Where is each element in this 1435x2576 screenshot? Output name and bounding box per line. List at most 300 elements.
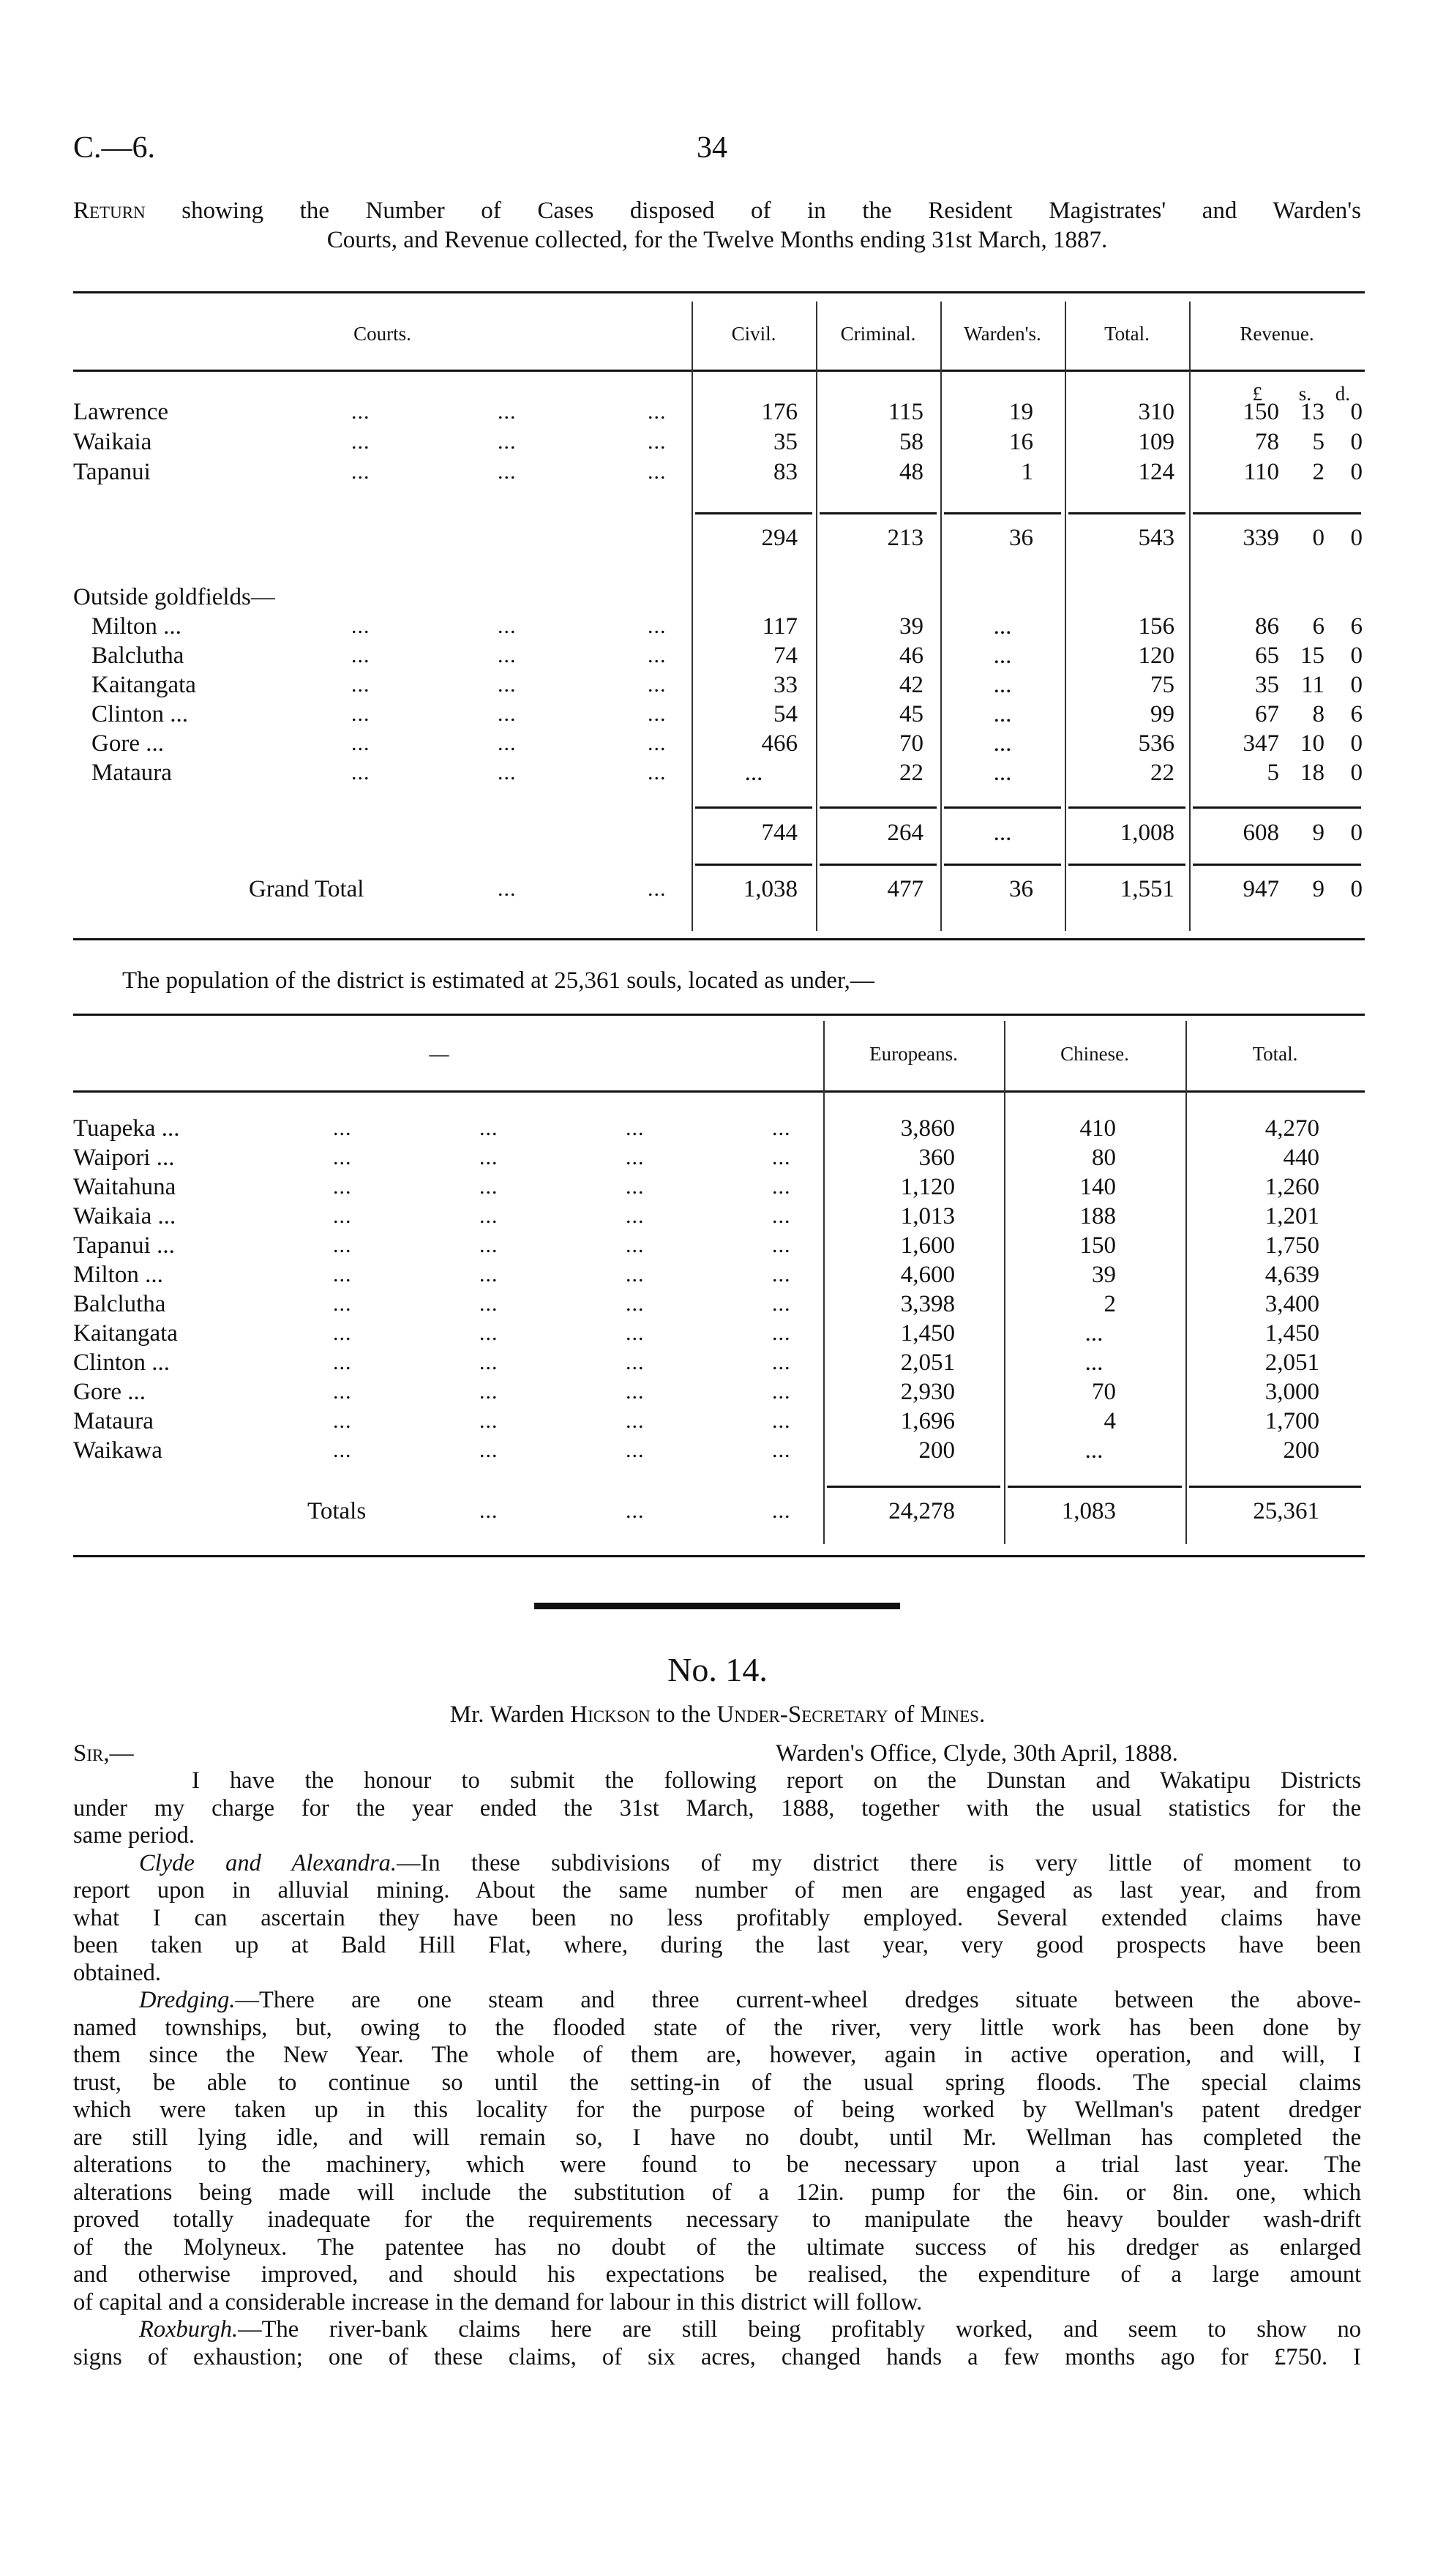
leader-dots: ...	[479, 1204, 498, 1228]
total-value: 3,000	[1264, 1379, 1319, 1405]
revenue-pounds: 78	[1255, 429, 1279, 455]
leader-dots: ...	[626, 1321, 645, 1345]
total-value: 1,260	[1264, 1174, 1319, 1200]
revenue-pounds: 347	[1243, 730, 1279, 757]
leader-dots: ...	[648, 614, 667, 638]
leader-dots: ...	[333, 1350, 352, 1374]
revenue-pence: 0	[1350, 820, 1363, 846]
totals-rule	[1189, 1486, 1361, 1488]
leader-dots: ...	[772, 1262, 791, 1287]
body-line	[73, 2289, 1361, 2316]
heading-pre: Mr. Warden	[449, 1701, 571, 1728]
europeans-value: 3,398	[900, 1291, 955, 1317]
court-name: Clinton ...	[91, 701, 189, 727]
body-line	[73, 1932, 1361, 1959]
subtotal-rule	[820, 512, 937, 514]
return-table-title	[73, 198, 1361, 225]
leader-dots: ...	[772, 1350, 791, 1374]
revenue-shillings: 6	[1312, 613, 1325, 640]
leader-dots: ...	[772, 1409, 791, 1433]
leader-dots: ...	[479, 1350, 498, 1374]
place-name: Gore ...	[73, 1379, 146, 1405]
chinese-value: 188	[1079, 1203, 1116, 1229]
leader-dots: ...	[772, 1499, 791, 1523]
body-text: obtained.	[73, 1959, 162, 1986]
leader-dots: ...	[351, 614, 370, 638]
revenue-pence: 0	[1350, 429, 1363, 455]
subtotal-rule	[1068, 806, 1185, 809]
leader-dots: ...	[626, 1175, 645, 1199]
cell-value: 36	[1009, 525, 1033, 551]
court-name: Lawrence	[73, 399, 169, 425]
revenue-shillings: 15	[1300, 643, 1325, 669]
cell-total: 109	[1138, 429, 1174, 455]
cell-value: ...	[993, 643, 1012, 669]
leader-dots: ...	[351, 760, 370, 785]
leader-dots: ...	[772, 1204, 791, 1228]
body-line	[192, 1767, 1361, 1794]
leader-dots: ...	[648, 400, 667, 424]
totals-rule	[827, 1486, 1000, 1488]
body-text: of capital and a considerable increase in the demand for labour in this district will follow.	[73, 2288, 923, 2315]
cell-value: ...	[993, 672, 1012, 698]
header-bottom-rule	[73, 370, 1365, 372]
revenue-shillings: 0	[1312, 525, 1325, 551]
total-value: 1,750	[1264, 1232, 1319, 1259]
revenue-unit: d.	[1335, 383, 1350, 405]
court-name: Kaitangata	[91, 672, 196, 698]
leader-dots: ...	[333, 1262, 352, 1287]
leader-dots: ...	[333, 1292, 352, 1316]
heading-mid: to the	[650, 1701, 717, 1728]
body-line	[73, 2261, 1361, 2288]
revenue-shillings: 8	[1312, 701, 1325, 727]
leader-dots: ...	[626, 1292, 645, 1316]
subtotal-rule	[1193, 806, 1361, 809]
body-line	[73, 2206, 1361, 2234]
place-name: Tuapeka ...	[73, 1115, 180, 1142]
leader-dots: ...	[648, 460, 667, 484]
document-reference: C.—6.	[73, 131, 156, 165]
chinese-value: ...	[1084, 1437, 1104, 1464]
column-header: —	[429, 1043, 449, 1065]
revenue-pence: 0	[1350, 459, 1363, 485]
europeans-value: 360	[918, 1145, 955, 1171]
cell-value: 466	[761, 730, 798, 757]
leader-dots: ...	[498, 430, 517, 454]
column-header: Warden's.	[964, 323, 1041, 345]
europeans-value: 1,600	[900, 1232, 955, 1259]
body-text: alterations being made will include the substitution of a 12in. pump for the 6in. or 8in. one, which	[73, 2179, 1361, 2206]
leader-dots: ...	[351, 460, 370, 484]
leader-dots: ...	[626, 1262, 645, 1287]
title-lead: Return	[73, 198, 146, 224]
body-text: are still lying idle, and will remain so, I have no doubt, until Mr. Wellman has completed the	[73, 2124, 1361, 2151]
body-text: —In these subdivisions of my district there is very little of moment to	[397, 1849, 1361, 1876]
population-intro: The population of the district is estimated at 25,361 souls, located as under,—	[122, 967, 874, 994]
revenue-shillings: 11	[1301, 672, 1325, 698]
body-line	[139, 2316, 1361, 2343]
leader-dots: ...	[626, 1438, 645, 1462]
subtotal-rule	[820, 864, 937, 866]
revenue-unit: £	[1252, 383, 1262, 405]
cell-total: 536	[1138, 730, 1174, 757]
body-line	[73, 2152, 1361, 2179]
europeans-value: 2,051	[900, 1349, 955, 1376]
revenue-pounds: 608	[1243, 820, 1279, 846]
totals-rule	[1008, 1486, 1182, 1488]
revenue-shillings: 2	[1312, 459, 1325, 485]
cell-value: 70	[899, 730, 923, 757]
cell-value: 33	[773, 672, 798, 698]
column-divider	[1004, 1021, 1005, 1544]
leader-dots: ...	[479, 1409, 498, 1433]
body-text: alterations to the machinery, which were found to be necessary upon a trial last year. The	[73, 2152, 1361, 2178]
leader-dots: ...	[626, 1409, 645, 1433]
body-text: —There are one steam and three current-wheel dredges situate between the above-	[235, 1987, 1361, 2013]
court-name: Grand Total	[249, 876, 364, 902]
leader-dots: ...	[333, 1409, 352, 1433]
heading-of: of	[888, 1701, 921, 1728]
revenue-pounds: 5	[1267, 760, 1279, 786]
column-header: Revenue.	[1240, 323, 1314, 345]
subtotal-rule	[695, 864, 812, 866]
cell-value: 39	[899, 613, 923, 640]
body-line	[139, 1850, 1361, 1877]
total-value: 1,201	[1264, 1203, 1319, 1229]
revenue-pence: 0	[1350, 876, 1363, 902]
leader-dots: ...	[648, 877, 667, 901]
body-text: trust, be able to continue so until the setting-in of the usual spring floods. The special claims	[73, 2069, 1361, 2096]
cell-value: 35	[773, 429, 798, 455]
cell-value: 19	[1009, 399, 1033, 425]
cell-total: 124	[1138, 459, 1174, 485]
revenue-pounds: 35	[1255, 672, 1279, 698]
body-text: signs of exhaustion; one of these claims, of six acres, changed hands a few months ago for £750. I	[73, 2343, 1361, 2370]
court-name: Waikaia	[73, 429, 152, 455]
revenue-shillings: 13	[1300, 399, 1325, 425]
cell-value: 45	[899, 701, 923, 727]
chinese-value: 80	[1092, 1145, 1116, 1171]
chinese-value: 140	[1079, 1174, 1116, 1200]
column-divider	[1189, 302, 1191, 931]
total-value: 3,400	[1264, 1291, 1319, 1317]
body-text: what I can ascertain they have been no less profitably employed. Several extended claims have	[73, 1904, 1361, 1931]
leader-dots: ...	[479, 1321, 498, 1345]
column-divider	[823, 1021, 825, 1544]
cell-total: 75	[1150, 672, 1174, 698]
leader-dots: ...	[772, 1321, 791, 1345]
leader-dots: ...	[772, 1116, 791, 1140]
cell-value: 36	[1009, 876, 1033, 902]
heading-name: Hickson	[570, 1701, 651, 1728]
salutation: Sir,—	[73, 1740, 134, 1767]
body-line	[73, 2234, 1361, 2261]
pop-top-rule	[73, 1014, 1365, 1016]
leader-dots: ...	[772, 1438, 791, 1462]
leader-dots: ...	[648, 430, 667, 454]
body-text: of the Molyneux. The patentee has no doubt of the ultimate success of his dredger as enlarged	[73, 2234, 1361, 2261]
chinese-value: ...	[1084, 1349, 1104, 1376]
europeans-value: 2,930	[900, 1379, 955, 1405]
leader-dots: ...	[479, 1116, 498, 1140]
column-header: Civil.	[731, 323, 776, 345]
cell-value: 22	[899, 760, 923, 786]
leader-dots: ...	[479, 1145, 498, 1169]
body-line	[73, 2124, 1361, 2152]
leader-dots: ...	[498, 673, 517, 697]
body-line	[73, 1795, 1361, 1822]
cell-value: 176	[761, 399, 798, 425]
subtotal-rule	[1068, 512, 1185, 514]
pop-header-rule	[73, 1090, 1365, 1093]
court-name: Milton ...	[91, 613, 181, 640]
table-bottom-rule	[73, 938, 1365, 940]
body-line	[73, 1822, 1361, 1849]
place-name: Waipori ...	[73, 1145, 175, 1171]
revenue-pence: 0	[1350, 730, 1363, 757]
place-name: Balclutha	[73, 1291, 166, 1317]
leader-dots: ...	[351, 430, 370, 454]
cell-total: 543	[1138, 525, 1174, 551]
body-line	[73, 1877, 1361, 1904]
place-name: Waikaia ...	[73, 1203, 176, 1229]
leader-dots: ...	[498, 760, 517, 785]
europeans-value: 24,278	[888, 1498, 955, 1524]
section-title: Dredging.	[139, 1987, 236, 2013]
revenue-pence: 0	[1350, 760, 1363, 786]
body-line	[73, 2070, 1361, 2097]
revenue-pounds: 110	[1243, 459, 1279, 485]
cell-value: 48	[899, 459, 923, 485]
leader-dots: ...	[333, 1145, 352, 1169]
chinese-value: ...	[1084, 1320, 1104, 1347]
europeans-value: 1,696	[900, 1408, 955, 1434]
place-name: Mataura	[73, 1408, 154, 1434]
leader-dots: ...	[648, 702, 667, 726]
leader-dots: ...	[626, 1499, 645, 1523]
cell-value: 74	[773, 643, 798, 669]
chinese-value: 39	[1092, 1262, 1116, 1288]
column-header: Courts.	[353, 323, 411, 345]
body-text: I have the honour to submit the following report on the Dunstan and Wakatipu Districts	[192, 1767, 1361, 1794]
cell-total: 1,551	[1120, 876, 1174, 902]
court-name: Balclutha	[91, 643, 184, 669]
cell-value: 83	[773, 459, 798, 485]
subtotal-rule	[944, 806, 1061, 809]
title-line-1: showing the Number of Cases disposed of in the Resident Magistrates' and Warden's	[145, 198, 1361, 224]
cell-value: 477	[887, 876, 923, 902]
subtotal-rule	[820, 806, 937, 809]
body-text: same period.	[73, 1822, 195, 1849]
cell-value: 1,038	[743, 876, 798, 902]
leader-dots: ...	[498, 643, 517, 667]
leader-dots: ...	[479, 1379, 498, 1404]
leader-dots: ...	[479, 1292, 498, 1316]
court-name: Mataura	[91, 760, 172, 786]
leader-dots: ...	[648, 643, 667, 667]
revenue-pence: 0	[1350, 643, 1363, 669]
place-name: Kaitangata	[73, 1320, 178, 1347]
cell-value: 1	[1021, 459, 1033, 485]
cell-value: ...	[744, 760, 763, 786]
body-line	[73, 2042, 1361, 2069]
leader-dots: ...	[772, 1292, 791, 1316]
revenue-shillings: 18	[1300, 760, 1325, 786]
leader-dots: ...	[351, 400, 370, 424]
body-text: —The river-bank claims here are still being profitably worked, and seem to show no	[238, 2316, 1361, 2343]
leader-dots: ...	[333, 1204, 352, 1228]
leader-dots: ...	[333, 1233, 352, 1257]
cell-total: 99	[1150, 701, 1174, 727]
leader-dots: ...	[772, 1379, 791, 1404]
total-value: 200	[1283, 1437, 1319, 1464]
leader-dots: ...	[648, 731, 667, 755]
body-line	[139, 1987, 1361, 2014]
leader-dots: ...	[498, 731, 517, 755]
cell-value: ...	[993, 760, 1012, 786]
column-header: Criminal.	[840, 323, 916, 345]
column-header: Europeans.	[869, 1043, 958, 1065]
leader-dots: ...	[351, 643, 370, 667]
section-title: Roxburgh.	[139, 2316, 239, 2343]
cell-value: 42	[899, 672, 923, 698]
leader-dots: ...	[498, 702, 517, 726]
subtotal-rule	[695, 512, 812, 514]
revenue-shillings: 9	[1312, 876, 1325, 902]
revenue-unit: s.	[1298, 383, 1311, 405]
letter-heading	[0, 1701, 1435, 1729]
leader-dots: ...	[772, 1145, 791, 1169]
leader-dots: ...	[626, 1350, 645, 1374]
total-value: 25,361	[1253, 1498, 1319, 1524]
chinese-value: 150	[1079, 1232, 1116, 1259]
cell-total: 1,008	[1120, 820, 1174, 846]
leader-dots: ...	[498, 400, 517, 424]
place-name: Clinton ...	[73, 1349, 171, 1376]
body-line	[73, 1960, 1361, 1987]
heading-dept: Mines.	[920, 1701, 986, 1728]
leader-dots: ...	[351, 731, 370, 755]
leader-dots: ...	[626, 1233, 645, 1257]
cell-value: 117	[762, 613, 798, 640]
body-text: named townships, but, owing to the flooded state of the river, very little work has been done by	[73, 2014, 1361, 2041]
total-value: 1,700	[1264, 1408, 1319, 1434]
title-line-2: Courts, and Revenue collected, for the Twelve Months ending 31st March, 1887.	[326, 227, 1108, 253]
court-name: Gore ...	[91, 730, 164, 757]
revenue-pence: 0	[1350, 399, 1363, 425]
body-text: proved totally inadequate for the requirements necessary to manipulate the heavy boulder wash-drift	[73, 2206, 1361, 2233]
revenue-pence: 0	[1350, 525, 1363, 551]
revenue-pounds: 65	[1255, 643, 1279, 669]
revenue-pence: 6	[1350, 613, 1363, 640]
place-name: Tapanui ...	[73, 1232, 175, 1259]
column-header: Chinese.	[1060, 1043, 1129, 1065]
cell-value: ...	[993, 820, 1012, 846]
chinese-value: 2	[1104, 1291, 1116, 1317]
leader-dots: ...	[626, 1116, 645, 1140]
leader-dots: ...	[479, 1438, 498, 1462]
subtotal-rule	[1193, 512, 1361, 514]
body-line	[73, 2344, 1361, 2371]
revenue-pounds: 339	[1243, 525, 1279, 551]
body-text: them since the New Year. The whole of them are, however, again in active operation, and will, I	[73, 2042, 1361, 2068]
place-name: Milton ...	[73, 1262, 163, 1288]
cell-value: 54	[773, 701, 798, 727]
heading-recipient: Under-Secretary	[716, 1701, 888, 1728]
cell-value: ...	[993, 613, 1012, 640]
cell-total: 156	[1138, 613, 1174, 640]
leader-dots: ...	[333, 1321, 352, 1345]
cell-total: 120	[1138, 643, 1174, 669]
cell-value: 58	[899, 429, 923, 455]
revenue-shillings: 9	[1312, 820, 1325, 846]
revenue-pounds: 67	[1255, 701, 1279, 727]
leader-dots: ...	[626, 1145, 645, 1169]
leader-dots: ...	[648, 673, 667, 697]
body-line	[73, 2179, 1361, 2206]
europeans-value: 200	[918, 1437, 955, 1464]
column-header: Total.	[1252, 1043, 1298, 1065]
cell-value: ...	[993, 701, 1012, 727]
body-text: report upon in alluvial mining. About the same number of men are engaged as last year, and from	[73, 1877, 1361, 1903]
body-text: been taken up at Bald Hill Flat, where, during the last year, very good prospects have been	[73, 1932, 1361, 1958]
leader-dots: ...	[479, 1175, 498, 1199]
total-value: 4,270	[1264, 1115, 1319, 1142]
court-name: Tapanui	[73, 459, 151, 485]
chinese-value: 410	[1079, 1115, 1116, 1142]
subtotal-rule	[1068, 864, 1185, 866]
revenue-pence: 0	[1350, 672, 1363, 698]
revenue-pounds: 947	[1243, 876, 1279, 902]
cell-value: ...	[993, 730, 1012, 757]
revenue-pence: 6	[1350, 701, 1363, 727]
body-text: which were taken up in this locality for the purpose of being worked by Wellman's patent dredger	[73, 2097, 1361, 2123]
cell-value: 115	[888, 399, 923, 425]
leader-dots: ...	[498, 614, 517, 638]
column-header: Total.	[1104, 323, 1150, 345]
chinese-value: 1,083	[1061, 1498, 1116, 1524]
subtotal-rule	[944, 512, 1061, 514]
leader-dots: ...	[333, 1116, 352, 1140]
letter-address: Warden's Office, Clyde, 30th April, 1888.	[776, 1740, 1178, 1767]
revenue-shillings: 10	[1300, 730, 1325, 757]
page-number: 34	[697, 131, 727, 165]
leader-dots: ...	[333, 1438, 352, 1462]
leader-dots: ...	[498, 460, 517, 484]
subtotal-rule	[695, 806, 812, 809]
leader-dots: ...	[648, 760, 667, 785]
leader-dots: ...	[333, 1379, 352, 1404]
letter-number: No. 14.	[667, 1651, 768, 1688]
leader-dots: ...	[498, 877, 517, 901]
europeans-value: 1,120	[900, 1174, 955, 1200]
leader-dots: ...	[333, 1175, 352, 1199]
column-divider	[1185, 1021, 1187, 1544]
revenue-pounds: 150	[1243, 399, 1279, 425]
subtotal-rule	[1193, 864, 1361, 866]
cell-value: 16	[1009, 429, 1033, 455]
revenue-shillings: 5	[1312, 429, 1325, 455]
body-line	[73, 2097, 1361, 2124]
cell-total: 310	[1138, 399, 1174, 425]
total-value: 1,450	[1264, 1320, 1319, 1347]
cell-value: 46	[899, 643, 923, 669]
leader-dots: ...	[626, 1204, 645, 1228]
cell-total: 22	[1150, 760, 1174, 786]
leader-dots: ...	[479, 1262, 498, 1287]
body-text: and otherwise improved, and should his expectations be realised, the expenditure of a large amount	[73, 2261, 1361, 2288]
